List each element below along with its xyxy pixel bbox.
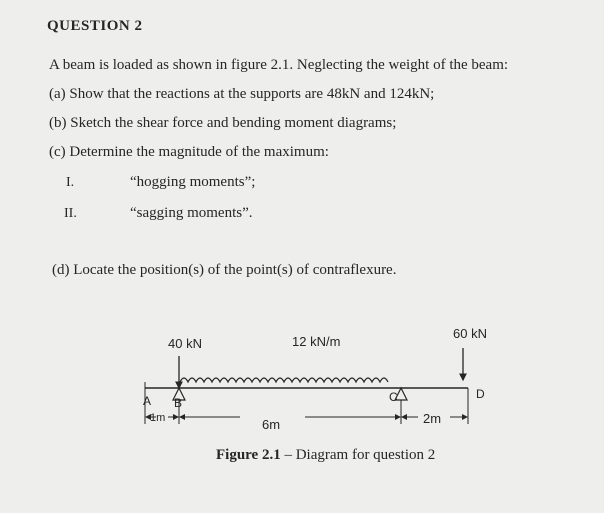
load-40kn-label: 40 kN [168, 336, 202, 351]
dim-2m-label: 2m [423, 411, 442, 426]
figure-caption-label: Figure 2.1 [216, 447, 281, 463]
dim-1m-label: 1m [150, 412, 166, 424]
point-b-label: B [174, 396, 183, 410]
sub-i-number: I. [66, 175, 75, 190]
udl-wave [180, 378, 388, 382]
sub-ii-number: II. [64, 206, 77, 221]
question-title: QUESTION 2 [47, 18, 143, 34]
part-d-text: (d) Locate the position(s) of the point(s) of contraflexure. [52, 262, 397, 278]
part-c-text: (c) Determine the magnitude of the maximum: [49, 144, 329, 160]
beam-diagram [120, 320, 520, 440]
load-60kn-label: 60 kN [453, 326, 487, 341]
point-a-label: A [143, 394, 152, 408]
part-b-text: (b) Sketch the shear force and bending moment diagrams; [49, 115, 397, 131]
figure-caption-text: – Diagram for question 2 [280, 447, 436, 463]
point-c-label: C [389, 390, 398, 404]
sub-i-text: “hogging moments”; [130, 174, 256, 190]
point-d-label: D [476, 387, 485, 401]
udl-label: 12 kN/m [292, 334, 341, 349]
question-intro: A beam is loaded as shown in figure 2.1. Neglecting the weight of the beam: [49, 57, 509, 73]
sub-ii-text: “sagging moments”. [130, 205, 253, 221]
figure-caption [216, 447, 435, 464]
part-a-text: (a) Show that the reactions at the supports are 48kN and 124kN; [49, 86, 435, 102]
dim-6m-label: 6m [262, 417, 281, 432]
